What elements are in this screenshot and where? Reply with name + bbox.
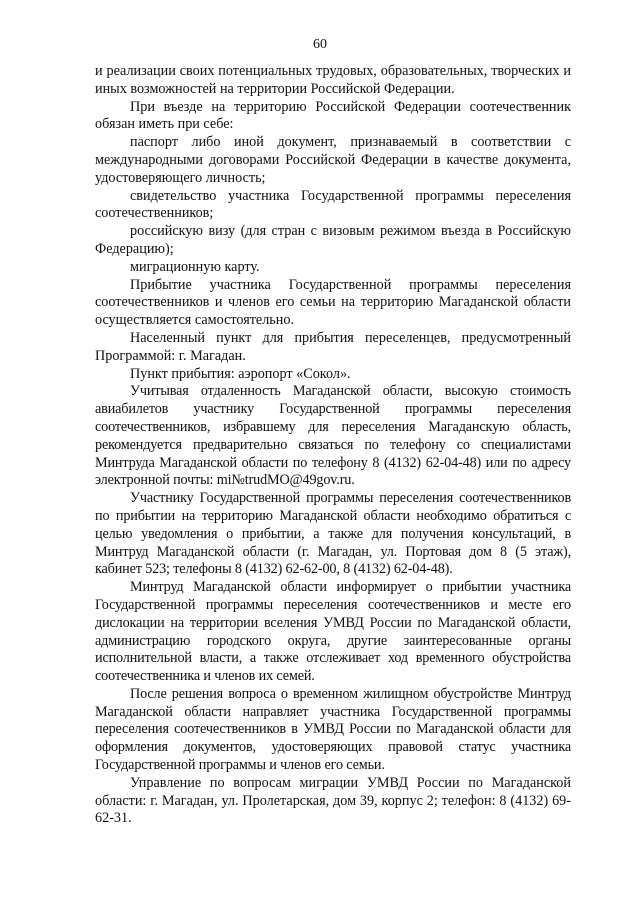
paragraph-7: Прибытие участника Государственной программы переселения соотечественников и членов его семьи на территорию Магаданской области осуществляется самостоятельно. — [95, 276, 571, 329]
paragraph-1: и реализации своих потенциальных трудовых, образовательных, творческих и иных возможностей на территории Российской Федерации. — [95, 63, 571, 97]
paragraph-14: Управление по вопросам миграции УМВД России по Магаданской области: г. Магадан, ул. Пролетарская, дом 39, корпус 2; телефон: 8 (4132) 69-62-31. — [95, 774, 571, 827]
paragraph-5: российскую визу (для стран с визовым режимом въезда в Российскую Федерацию); — [95, 223, 571, 257]
paragraph-12: Минтруд Магаданской области информирует о прибытии участника Государственной программы переселения соотечественников и месте его дислокации на территории вселения УМВД России по Магаданской области, администрацию городского округа, другие заинтересованные органы исполнительной власти, а также отслеживает ход временного обустройства соотечественника и членов их семей. — [95, 579, 571, 685]
paragraph-10: Учитывая отдаленность Магаданской области, высокую стоимость авиабилетов участнику Государственной программы переселения соотечественников, избравшему для переселения Магаданскую область, рекомендуется предварительно связаться по телефону со специалистами Минтруда Магаданской области по телефону 8 (4132) 62-04-48) или по адресу электронной почты: mi№trudMO@49gov.ru. — [95, 383, 571, 489]
paragraph-8: Населенный пункт для прибытия переселенцев, предусмотренный Программой: г. Магадан. — [95, 329, 571, 364]
paragraph-9: Пункт прибытия: аэропорт «Сокол». — [130, 365, 351, 382]
paragraph-4: свидетельство участника Государственной программы переселения соотечественников; — [95, 187, 571, 222]
paragraph-3: паспорт либо иной документ, признаваемый в соответствии с международными договорами Российской Федерации в качестве документа, удостоверяющего личность; — [95, 134, 571, 186]
paragraph-13: После решения вопроса о временном жилищном обустройстве Минтруд Магаданской области направляет участника Государственной программы переселения соотечественников в УМВД России по Магаданской области для оформления документов, удостоверяющих правовой статус участника Государственной программы и членов его семьи. — [95, 685, 571, 774]
page-number: 60 — [313, 37, 327, 52]
paragraph-2: При въезде на территорию Российской Федерации соотечественник обязан иметь при себе: — [95, 98, 571, 133]
paragraph-6: миграционную карту. — [130, 258, 260, 275]
page-content — [95, 63, 571, 828]
paragraph-11: Участнику Государственной программы переселения соотечественников по прибытии на территорию Магаданской области необходимо обратиться с целью уведомления о прибытии, а также для получения консультаций, в Минтруд Магаданской области (г. Магадан, ул. Портовая дом 8 (5 этаж), кабинет 523; телефоны 8 (4132) 62-62-00, 8 (4132) 62-04-48). — [95, 490, 571, 578]
